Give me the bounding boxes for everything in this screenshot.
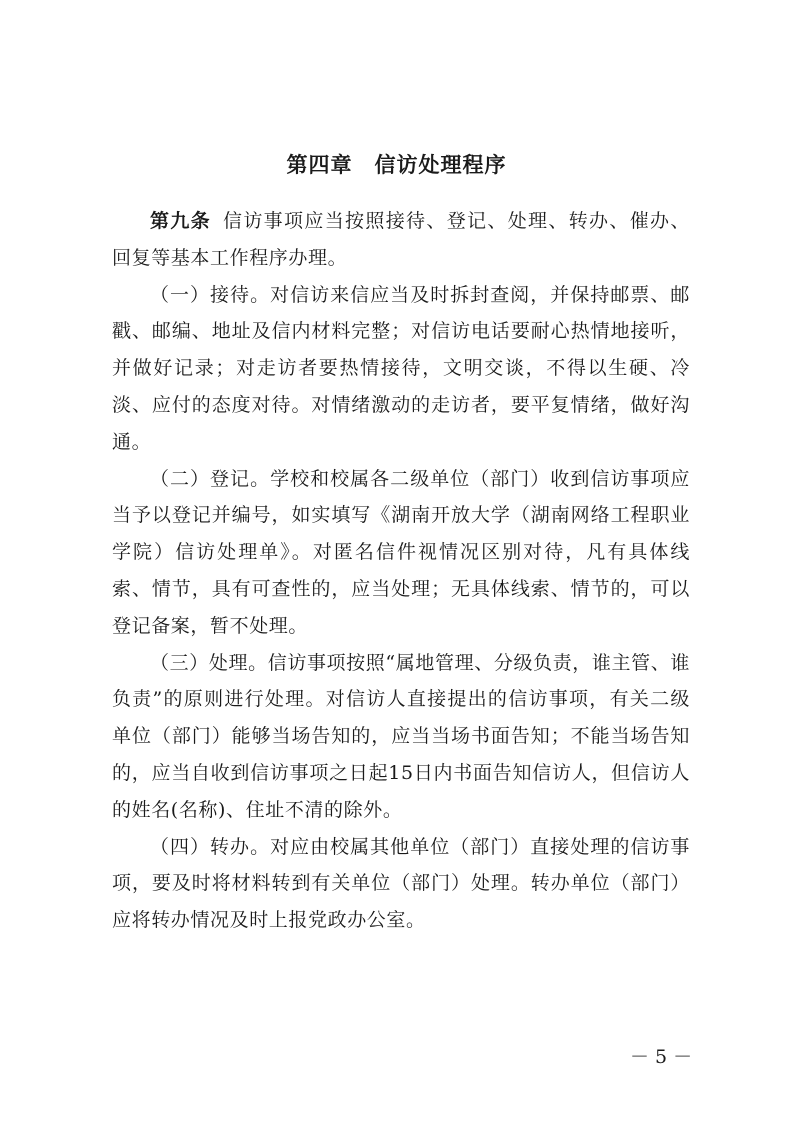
paragraph-handling: （三）处理。信访事项按照“属地管理、分级负责，谁主管、谁负责”的原则进行处理。对信访人直接提出的信访事项，有关二级单位（部门）能够当场告知的，应当当场书面告知；不能当场告知的，应当自收到信访事项之日起15日内书面告知信访人，但信访人的姓名(名称)、住址不清的除外。	[112, 651, 690, 821]
article-paragraph	[112, 203, 690, 277]
document-body	[112, 203, 690, 939]
article-intro: 信访事项应当按照接待、登记、处理、转办、催办、回复等基本工作程序办理。	[112, 210, 690, 269]
chapter-title: 第四章 信访处理程序	[286, 153, 507, 177]
article-number: 第九条	[150, 210, 212, 232]
paragraph-transfer: （四）转办。对应由校属其他单位（部门）直接处理的信访事项，要及时将材料转到有关单位（部门）处理。转办单位（部门）应将转办情况及时上报党政办公室。	[112, 835, 690, 932]
paragraph-registration: （二）登记。学校和校属各二级单位（部门）收到信访事项应当予以登记并编号，如实填写《湖南开放大学（湖南网络工程职业学院）信访处理单》。对匿名信件视情况区别对待，凡有具体线索、情节，具有可查性的，应当处理；无具体线索、情节的，可以登记备案，暂不处理。	[112, 467, 690, 637]
page-number: － 5 －	[630, 1046, 693, 1068]
paragraph-reception: （一）接待。对信访来信应当及时拆封查阅，并保持邮票、邮戳、邮编、地址及信内材料完整；对信访电话要耐心热情地接听，并做好记录；对走访者要热情接待，文明交谈，不得以生硬、冷淡、应付的态度对待。对情绪激动的走访者，要平复情绪，做好沟通。	[112, 283, 690, 453]
